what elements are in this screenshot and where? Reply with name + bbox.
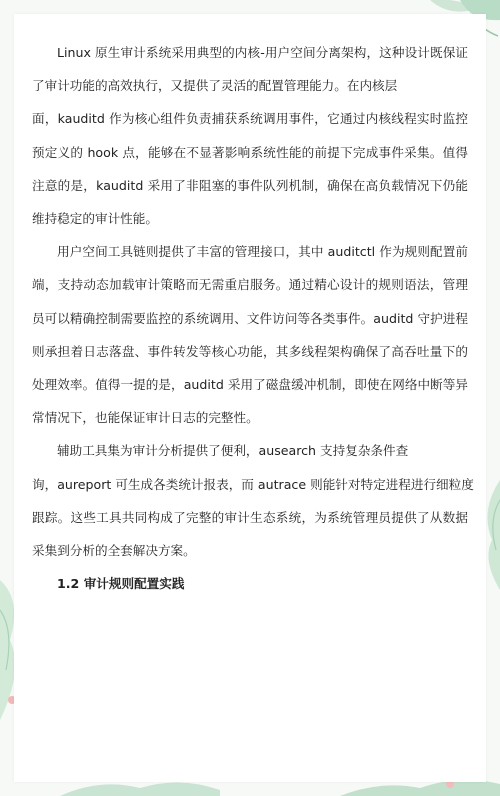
text-line: 端，支持动态加载审计策略而无需重启服务。通过精心设计的规则语法，管理 [32, 277, 468, 293]
text-line: 询，aureport 可生成各类统计报表，而 autrace 则能针对特定进程进行细粒度 [32, 476, 474, 492]
text-line: 则承担着日志落盘、事件转发等核心功能，其多线程架构确保了高吞吐量下的 [32, 343, 468, 359]
text-line: Linux 原生审计系统采用典型的内核-用户空间分离架构，这种设计既保证 [57, 45, 468, 60]
text-line: 采集到分析的全套解决方案。 [32, 543, 196, 559]
text-line: 员可以精确控制需要监控的系统调用、文件访问等各类事件。auditd 守护进程 [32, 310, 468, 326]
text-line: 预定义的 hook 点，能够在不显著影响系统性能的前提下完成事件采集。值得 [32, 144, 468, 160]
text-line: 维持稳定的审计性能。 [32, 211, 158, 227]
text-line: 跟踪。这些工具共同构成了完整的审计生态系统，为系统管理员提供了从数据 [32, 509, 468, 525]
text-line: 处理效率。值得一提的是，auditd 采用了磁盘缓冲机制，即使在网络中断等异 [32, 377, 468, 393]
section-heading: 1.2 审计规则配置实践 [57, 576, 185, 592]
text-line: 了审计功能的高效执行，又提供了灵活的配置管理能力。在内核层 [32, 78, 398, 94]
text-line: 常情况下，也能保证审计日志的完整性。 [32, 410, 259, 426]
text-line: 面，kauditd 作为核心组件负责捕获系统调用事件，它通过内核线程实时监控 [32, 111, 468, 127]
document-body [32, 36, 474, 600]
paragraph-architecture [32, 36, 468, 235]
text-line: 用户空间工具链则提供了丰富的管理接口，其中 auditctl 作为规则配置前 [57, 244, 468, 260]
paragraph-userspace-tools [32, 235, 468, 434]
text-line: 注意的是，kauditd 采用了非阻塞的事件队列机制，确保在高负载情况下仍能 [32, 177, 468, 193]
text-line: 辅助工具集为审计分析提供了便利，ausearch 支持复杂条件查 [57, 443, 409, 459]
paragraph-auxiliary-tools [32, 434, 474, 567]
